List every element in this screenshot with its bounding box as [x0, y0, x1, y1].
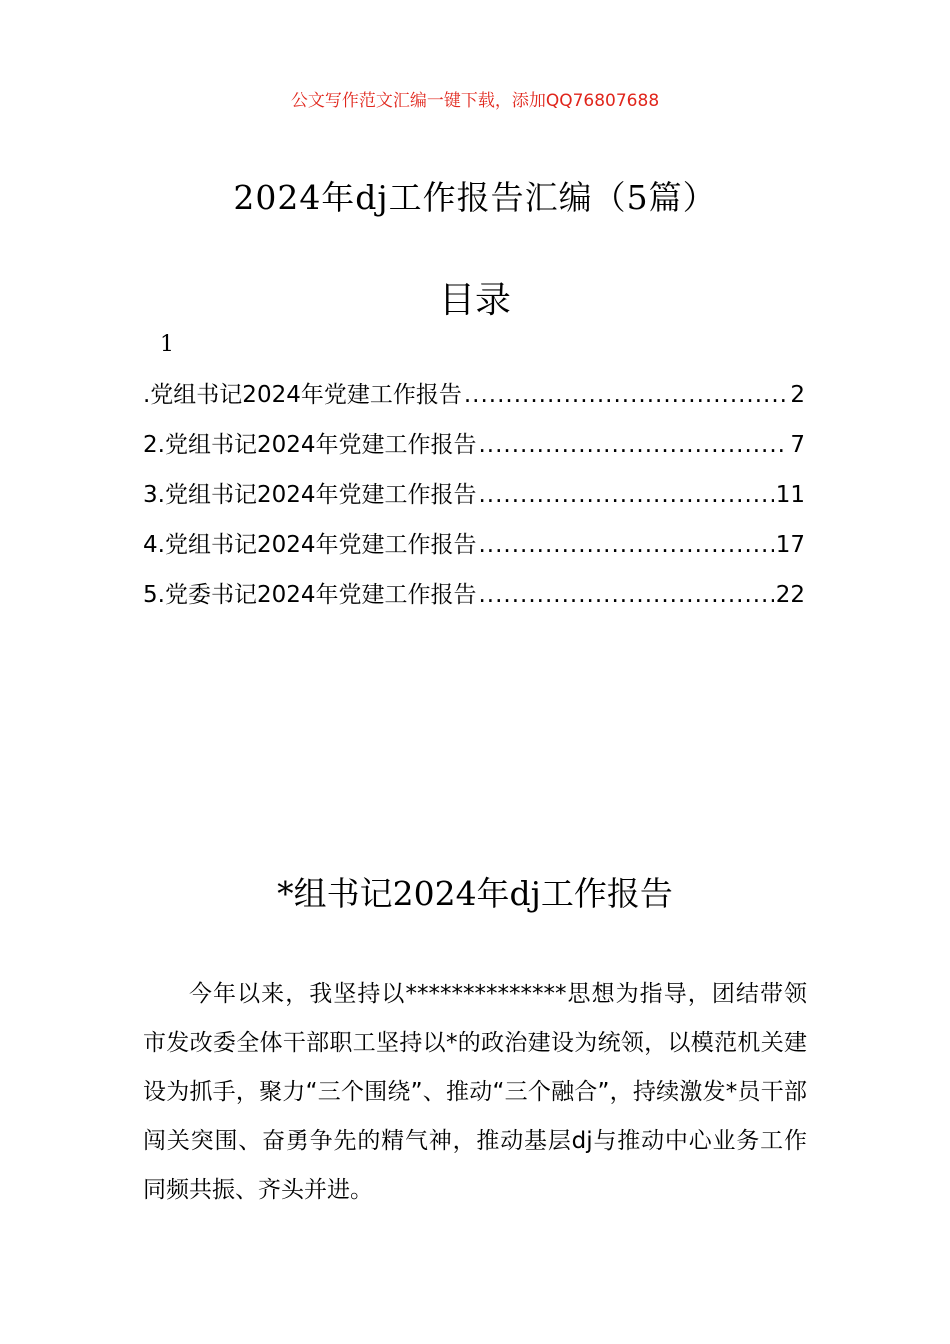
toc-list-marker: 1 [160, 332, 174, 357]
toc-entry-page: 22 [775, 582, 805, 608]
toc-entry-label: 4.党组书记2024年党建工作报告 [143, 532, 477, 558]
toc-entry-label: 2.党组书记2024年党建工作报告 [143, 432, 477, 458]
toc-leader-dots [464, 382, 789, 408]
body-paragraph: 今年以来，我坚持以**************思想为指导，团结带领市发改委全体干部职工坚持以*的政治建设为统领，以模范机关建设为抓手，聚力“三个围绕”、推动“三个融合”，持续激发*员干部闯关突围、奋勇争先的精气神，推动基层dj与推动中心业务工作同频共振、齐头并进。 [143, 981, 807, 1203]
toc-entry-5[interactable] [143, 576, 805, 626]
toc-entry-label: 3.党组书记2024年党建工作报告 [143, 482, 477, 508]
table-of-contents [143, 376, 805, 626]
toc-heading: 目录 [438, 280, 511, 321]
toc-leader-dots [478, 532, 773, 558]
promo-banner: 公文写作范文汇编一键下载，添加QQ76807688 [290, 91, 660, 111]
toc-entry-3[interactable] [143, 476, 805, 526]
toc-entry-label: .党组书记2024年党建工作报告 [143, 382, 462, 408]
toc-entry-page: 2 [790, 382, 805, 408]
toc-entry-2[interactable] [143, 426, 805, 476]
section-title: *组书记2024年dj工作报告 [277, 874, 673, 913]
document-title: 2024年dj工作报告汇编（5篇） [233, 178, 717, 217]
toc-entry-page: 11 [775, 482, 805, 508]
toc-entry-page: 7 [790, 432, 805, 458]
toc-leader-dots [478, 582, 773, 608]
toc-entry-4[interactable] [143, 526, 805, 576]
toc-entry-page: 17 [775, 532, 805, 558]
toc-leader-dots [478, 432, 788, 458]
toc-entry-label: 5.党委书记2024年党建工作报告 [143, 582, 477, 608]
toc-leader-dots [478, 482, 773, 508]
toc-entry-1[interactable] [143, 376, 805, 426]
